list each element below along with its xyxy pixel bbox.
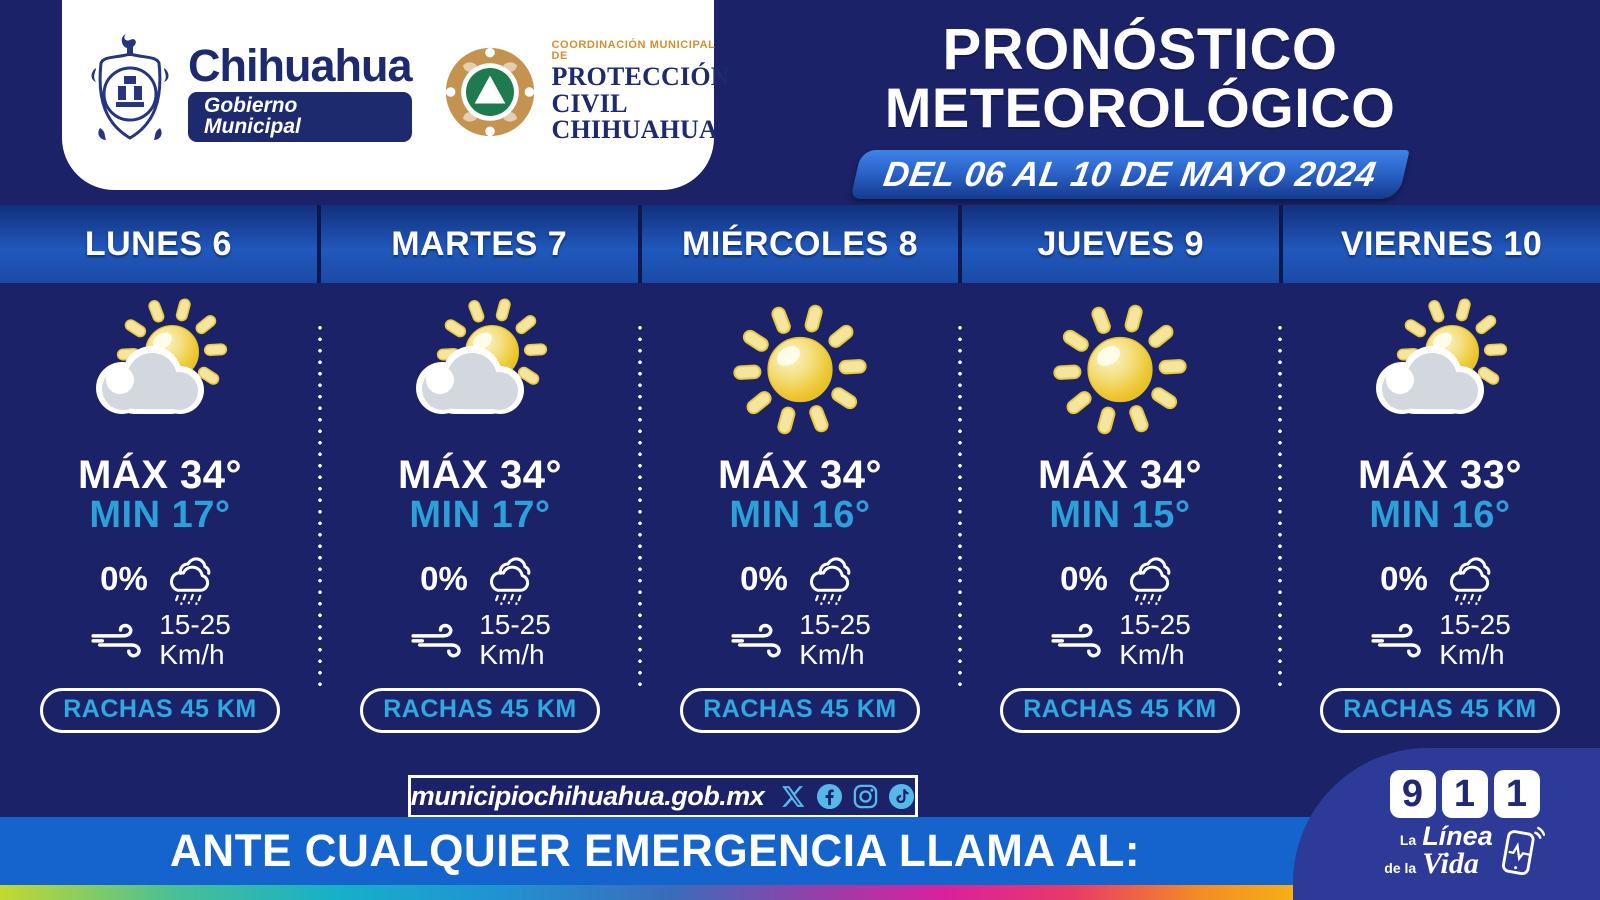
gusts-badge: RACHAS 45 KM [1320, 688, 1560, 733]
wind-speed: 15-25 [159, 608, 231, 640]
wind-icon [89, 617, 147, 663]
gobierno-municipal-label: Gobierno Municipal [188, 92, 412, 142]
day-header-friday: VIERNES 10 [1283, 205, 1600, 283]
chihuahua-wordmark: Chihuahua [188, 39, 412, 91]
wind-unit: Km/h [799, 639, 865, 671]
wind-speed: 15-25 [1439, 608, 1511, 640]
column-separator [1278, 322, 1282, 690]
social-icons [780, 783, 915, 810]
min-temp: MIN 15° [1049, 494, 1191, 536]
max-temp: MÁX 34° [718, 453, 882, 497]
tag-linea: Línea [1422, 820, 1493, 851]
wind-speed: 15-25 [1119, 608, 1191, 640]
gusts-badge: RACHAS 45 KM [40, 688, 280, 733]
max-temp: MÁX 34° [1038, 453, 1202, 497]
forecast-column-monday [0, 290, 320, 733]
sun-cloud-icon [80, 294, 240, 444]
wind-icon [1049, 617, 1107, 663]
rain-probability: 0% [1380, 559, 1428, 597]
title-line1: PRONÓSTICO [942, 17, 1338, 82]
wind-unit: Km/h [159, 639, 225, 671]
date-range-text: DEL 06 AL 10 DE MAYO 2024 [881, 154, 1380, 194]
emergency-text: ANTE CUALQUIER EMERGENCIA LLAMA AL: [169, 825, 1141, 876]
rain-cloud-icon [1118, 550, 1180, 608]
wind-icon [1369, 617, 1427, 663]
rain-probability: 0% [420, 559, 468, 597]
gusts-badge: RACHAS 45 KM [1000, 688, 1240, 733]
x-twitter-icon[interactable] [780, 783, 807, 810]
day-header-thursday: JUEVES 9 [962, 205, 1279, 283]
instagram-icon[interactable] [852, 783, 879, 810]
rain-cloud-icon [1438, 550, 1500, 608]
facebook-icon[interactable] [816, 783, 843, 810]
max-temp: MÁX 34° [398, 453, 562, 497]
wind-speed: 15-25 [479, 608, 551, 640]
wind-icon [409, 617, 467, 663]
date-range-ribbon [850, 150, 1409, 199]
sun-icon [725, 297, 875, 442]
wind-unit: Km/h [479, 639, 545, 671]
pc-name-line2: CHIHUAHUA [551, 115, 718, 145]
911-digits [1390, 770, 1540, 818]
max-temp: MÁX 33° [1358, 453, 1522, 497]
pc-name-line1: PROTECCIÓN CIVIL [551, 62, 730, 118]
title-line2: METEOROLÓGICO [884, 76, 1396, 140]
day-header-band [0, 205, 1600, 283]
day-header-tuesday: MARTES 7 [321, 205, 638, 283]
proteccion-civil-emblem-icon [442, 44, 538, 140]
911-panel [1293, 748, 1600, 900]
gusts-badge: RACHAS 45 KM [360, 688, 600, 733]
linea-de-la-vida-tagline [1384, 820, 1544, 880]
min-temp: MIN 16° [729, 494, 871, 536]
sun-cloud-icon [1360, 294, 1520, 444]
rain-cloud-icon [478, 550, 540, 608]
column-separator [958, 322, 962, 690]
website-bar [408, 775, 918, 818]
pc-coordination-label: COORDINACIÓN MUNICIPAL DE [551, 39, 716, 63]
min-temp: MIN 16° [1369, 494, 1511, 536]
rain-cloud-icon [798, 550, 860, 608]
forecast-column-friday [1280, 290, 1600, 733]
sun-cloud-icon [400, 294, 560, 444]
digit-1a: 1 [1442, 770, 1488, 818]
wind-unit: Km/h [1439, 639, 1505, 671]
tiktok-icon[interactable] [888, 783, 915, 810]
wind-icon [729, 617, 787, 663]
max-temp: MÁX 34° [78, 453, 242, 497]
header-logo-card [62, 0, 730, 190]
digit-9: 9 [1390, 770, 1436, 818]
column-separator [638, 322, 642, 690]
forecast-column-thursday [960, 290, 1280, 733]
tag-vida: Vida [1422, 846, 1479, 880]
page-title [850, 17, 1430, 140]
forecast-column-tuesday [320, 290, 640, 733]
rain-probability: 0% [740, 559, 788, 597]
tag-de-la: de la [1384, 859, 1417, 876]
tag-la: La [1399, 831, 1417, 848]
day-header-wednesday: MIÉRCOLES 8 [642, 205, 959, 283]
gusts-badge: RACHAS 45 KM [680, 688, 920, 733]
sun-icon [1045, 297, 1195, 442]
rain-probability: 0% [100, 559, 148, 597]
rain-cloud-icon [158, 550, 220, 608]
forecast-column-wednesday [640, 290, 960, 733]
wind-unit: Km/h [1119, 639, 1185, 671]
column-separator [318, 322, 322, 690]
chihuahua-coat-of-arms-icon [86, 28, 174, 156]
rain-probability: 0% [1060, 559, 1108, 597]
website-url[interactable]: municipiochihuahua.gob.mx [410, 781, 765, 811]
min-temp: MIN 17° [89, 494, 231, 536]
phone-heartbeat-icon [1501, 824, 1545, 878]
min-temp: MIN 17° [409, 494, 551, 536]
day-header-monday: LUNES 6 [0, 205, 317, 283]
digit-1b: 1 [1494, 770, 1540, 818]
wind-speed: 15-25 [799, 608, 871, 640]
